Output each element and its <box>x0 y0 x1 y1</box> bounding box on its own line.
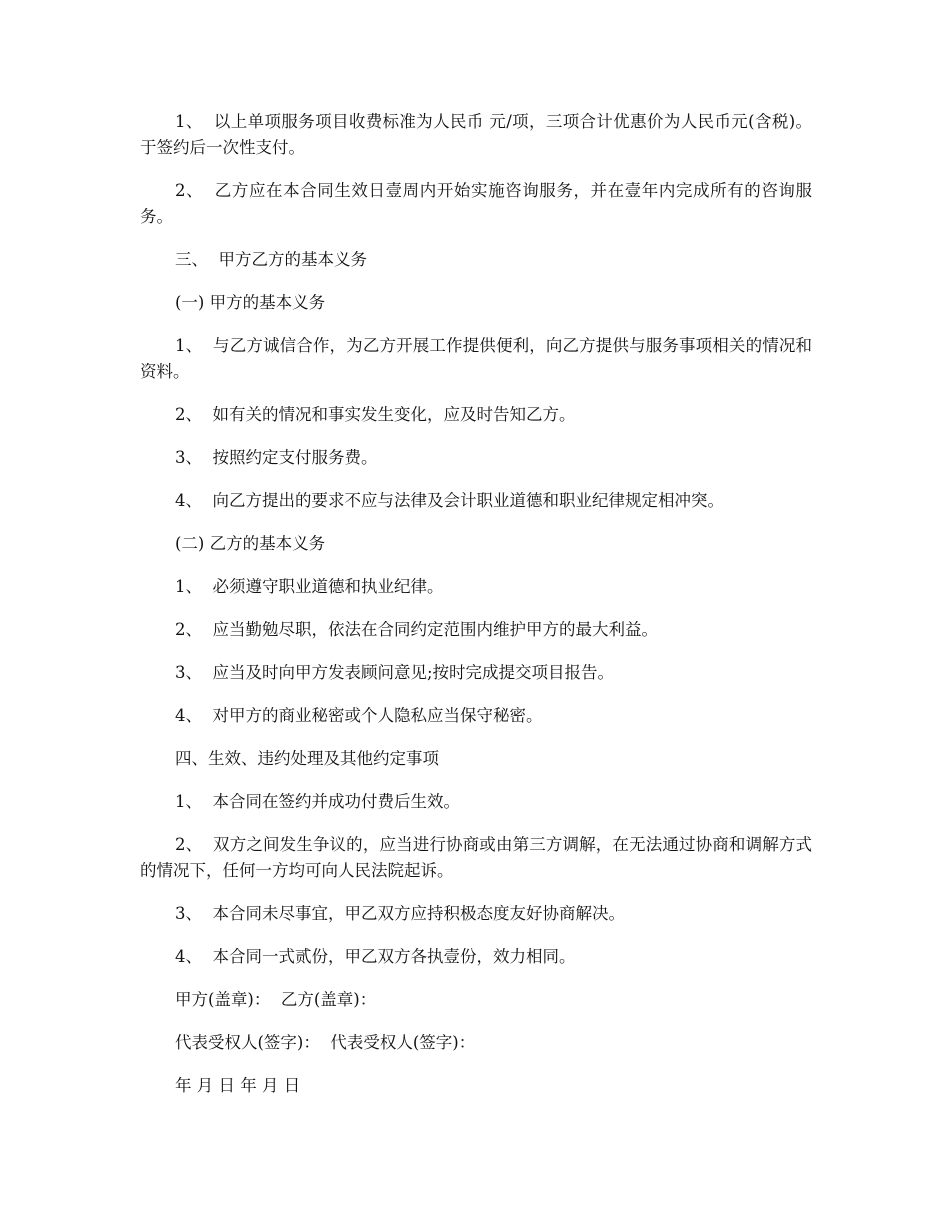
party-a-obligation-2: 2、 如有关的情况和事实发生变化，应及时告知乙方。 <box>175 405 576 424</box>
subsection-heading-party-a: (一) 甲方的基本义务 <box>175 293 326 312</box>
party-a-obligation-4: 4、 向乙方提出的要求不应与法律及会计职业道德和职业纪律规定相冲突。 <box>175 491 724 510</box>
signature-representative-line: 代表受权人(签字)： 代表受权人(签字)： <box>175 1033 476 1052</box>
clause-service-schedule: 2、 乙方应在本合同生效日壹周内开始实施咨询服务，并在壹年内完成所有的咨询服务。 <box>140 181 812 226</box>
subsection-heading-party-b: (二) 乙方的基本义务 <box>175 534 326 553</box>
effectiveness-clause-2: 2、 双方之间发生争议的，应当进行协商或由第三方调解，在无法通过协商和调解方式的情况下，任何一方均可向人民法院起诉。 <box>140 835 812 880</box>
party-b-obligation-3: 3、 应当及时向甲方发表顾问意见;按时完成提交项目报告。 <box>175 663 615 682</box>
document-body <box>140 109 812 1116</box>
party-a-obligation-3: 3、 按照约定支付服务费。 <box>175 448 378 467</box>
clause-fee-standard: 1、 以上单项服务项目收费标准为人民币 元/项，三项合计优惠价为人民币元(含税)。于签约后一次性支付。 <box>140 112 812 157</box>
effectiveness-clause-4: 4、 本合同一式贰份，甲乙双方各执壹份，效力相同。 <box>175 947 576 966</box>
effectiveness-clause-3: 3、 本合同未尽事宜，甲乙双方应持积极态度友好协商解决。 <box>175 904 625 923</box>
effectiveness-clause-1: 1、 本合同在签约并成功付费后生效。 <box>175 792 460 811</box>
party-b-obligation-2: 2、 应当勤勉尽职，依法在合同约定范围内维护甲方的最大利益。 <box>175 620 658 639</box>
section-heading-obligations: 三、 甲方乙方的基本义务 <box>175 250 367 269</box>
signature-date-line: 年 月 日 年 月 日 <box>175 1076 301 1095</box>
section-heading-effectiveness: 四、生效、违约处理及其他约定事项 <box>175 749 439 768</box>
signature-seal-line: 甲方(盖章)： 乙方(盖章)： <box>175 990 377 1009</box>
party-b-obligation-1: 1、 必须遵守职业道德和执业纪律。 <box>175 577 444 596</box>
party-b-obligation-4: 4、 对甲方的商业秘密或个人隐私应当保守秘密。 <box>175 706 543 725</box>
party-a-obligation-1: 1、 与乙方诚信合作，为乙方开展工作提供便利，向乙方提供与服务事项相关的情况和资料。 <box>140 336 812 381</box>
